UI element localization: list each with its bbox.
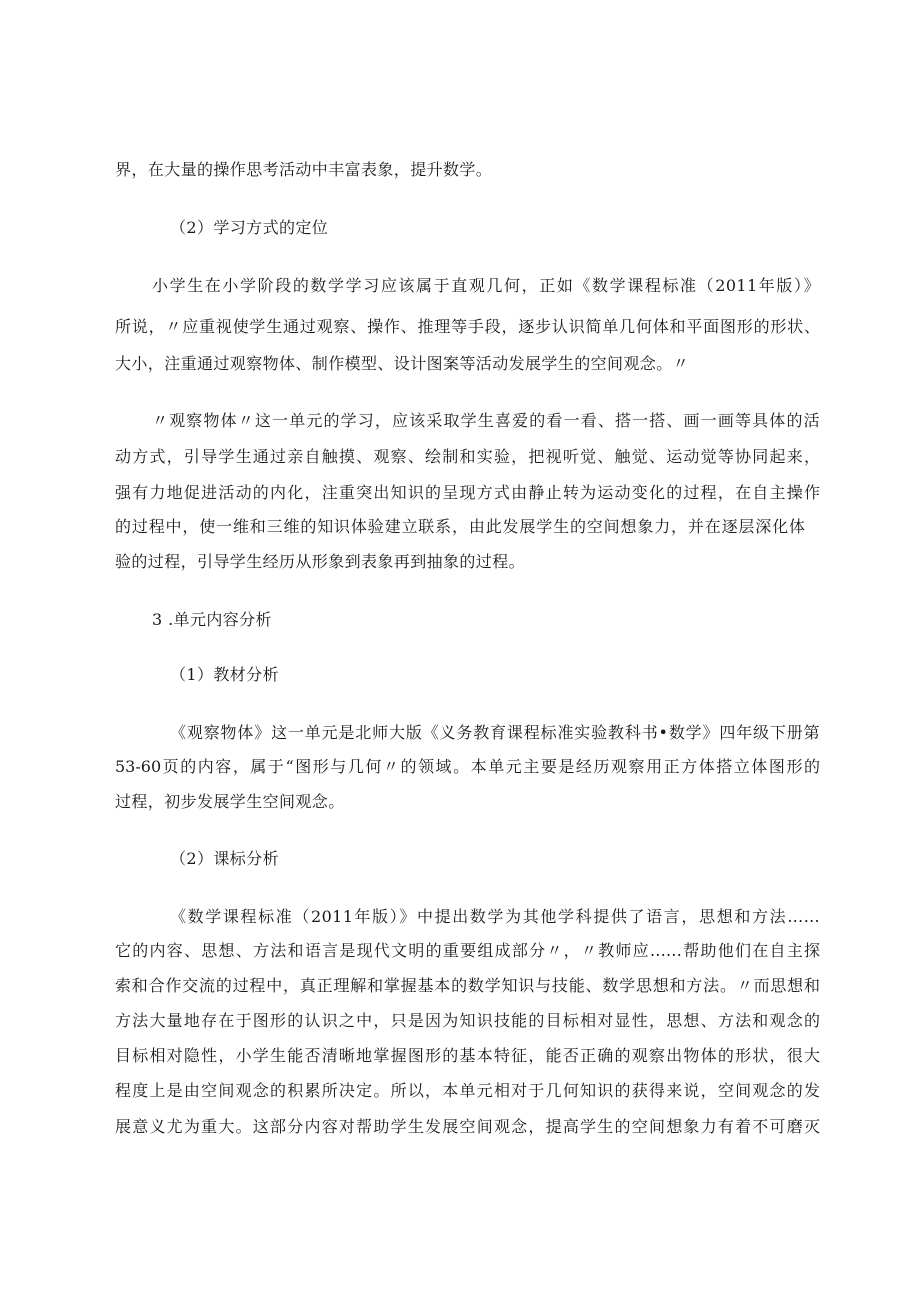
paragraph-line: 过程，初步发展学生空间观念。 [115,792,345,811]
paragraph-line: 的过程中，使一维和三维的知识体验建立联系，由此发展学生的空间想象力，并在逐层深化体 [115,517,805,536]
paragraph-line: 《数学课程标准（2011年版）》中提出数学为其他学科提供了语言，思想和方法…… [170,907,820,926]
paragraph-line: 它的内容、思想、方法和语言是现代文明的重要组成部分〃，〃教师应……帮助他们在自主探 [115,941,820,960]
paragraph-line: 强有力地促进活动的内化，注重突出知识的呈现方式由静止转为运动变化的过程，在自主操作 [115,483,820,502]
section-heading-learning-method: （2）学习方式的定位 [170,218,329,237]
paragraph-line: 索和合作交流的过程中，真正理解和掌握基本的数学知识与技能、数学思想和方法。〃而思想和 [115,976,820,995]
paragraph-line: 展意义尤为重大。这部分内容对帮助学生发展空间观念，提高学生的空间想象力有着不可磨灭 [115,1117,820,1136]
paragraph-line: 目标相对隐性，小学生能否清晰地掌握图形的基本特征，能否正确的观察出物体的形状，很大 [115,1046,820,1065]
paragraph-line: 《观察物体》这一单元是北师大版《义务教育课程标准实验教科书•数学》四年级下册第 [170,723,820,742]
paragraph-line: 〃观察物体〃这一单元的学习，应该采取学生喜爱的看一看、搭一搭、画一画等具体的活 [152,411,820,430]
paragraph-line: 动方式，引导学生通过亲自触摸、观察、绘制和实验，把视听觉、触觉、运动觉等协同起来， [115,447,820,466]
subsection-heading-curriculum: （2）课标分析 [170,849,279,868]
paragraph-line: 方法大量地存在于图形的认识之中，只是因为知识技能的目标相对显性，思想、方法和观念的 [115,1011,820,1030]
paragraph-line: 所说，〃应重视使学生通过观察、操作、推理等手段，逐步认识简单几何体和平面图形的形状、 [115,317,820,336]
section-heading-unit-analysis: 3 .单元内容分析 [152,610,272,629]
continuation-line: 界，在大量的操作思考活动中丰富表象，提升数学。 [115,160,493,179]
paragraph-line: 53-60页的内容，属于“图形与几何〃的领域。本单元主要是经历观察用正方体搭立体图形的 [115,757,820,776]
paragraph-line: 验的过程，引导学生经历从形象到表象再到抽象的过程。 [115,552,526,571]
subsection-heading-textbook: （1）教材分析 [170,665,279,684]
paragraph-line: 小学生在小学阶段的数学学习应该属于直观几何，正如《数学课程标准（2011年版）》 [152,276,820,295]
paragraph-line: 程度上是由空间观念的积累所决定。所以，本单元相对于几何知识的获得来说，空间观念的发 [115,1081,820,1100]
paragraph-line: 大小，注重通过观察物体、制作模型、设计图案等活动发展学生的空间观念。〃 [115,354,690,373]
